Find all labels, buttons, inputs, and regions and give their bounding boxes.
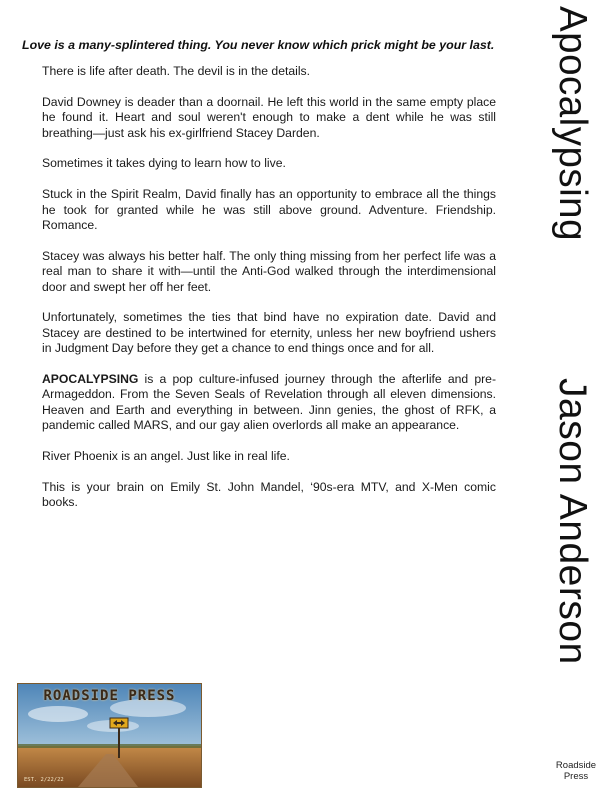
paragraph: This is your brain on Emily St. John Mandel, ‘90s-era MTV, and X-Men comic books.: [42, 479, 496, 510]
tagline: Love is a many-splintered thing. You never know which prick might be your last.: [22, 38, 495, 52]
spine-title-text: Apocalypsing: [551, 6, 594, 242]
paragraph: Stuck in the Spirit Realm, David finally has an opportunity to embrace all the things he took for granted while he was still above ground. Adventure. Friendship. Romance.: [42, 187, 496, 233]
paragraph: David Downey is deader than a doornail. He left this world in the same empty place he found it. Heart and soul weren't enough to make a dent while he was still breathing—just ask his ex-girlfriend Stacey Darden.: [42, 94, 496, 140]
spine-author-text: Jason Anderson: [551, 378, 594, 665]
paragraph: Unfortunately, sometimes the ties that bind have no expiration date. David and Stacey are destined to be intertwined for eternity, unless her new boyfriend ushers in Judgment Day before they get a chance to end things once and for all.: [42, 310, 496, 356]
publisher-line: Press: [563, 771, 589, 782]
spine-author: [542, 378, 602, 754]
spine-title: [542, 6, 602, 302]
paragraph: Sometimes it takes dying to learn how to live.: [42, 156, 286, 171]
publisher-logo-text: ROADSIDE PRESS: [43, 688, 176, 704]
publisher-line: Roadside: [555, 760, 597, 771]
highlight-paragraph-text: is a pop culture-infused journey through the afterlife and pre-Armageddon. From the Seven Seals of Revelation through all eleven dimensions. Heaven and Earth and everything in between. Jinn genies, the ghost of RFK, a pandemic called MARS, and our gay alien overlords all make an appearance.: [42, 372, 496, 433]
book-title-inline: APOCALYPSING: [42, 372, 139, 387]
publisher-established: EST. 2/22/22: [24, 777, 64, 783]
book-description: [42, 64, 496, 526]
paragraph: River Phoenix is an angel. Just like in real life.: [42, 449, 290, 464]
spine-publisher: [544, 760, 608, 782]
highlight-paragraph: [42, 372, 496, 434]
publisher-logo-image: [17, 683, 202, 788]
paragraph: There is life after death. The devil is in the details.: [42, 64, 311, 78]
paragraph: Stacey was always his better half. The only thing missing from her perfect life was a real man to share it with—until the Anti-God walked through the interdimensional door and swept her off her feet.: [42, 248, 496, 294]
